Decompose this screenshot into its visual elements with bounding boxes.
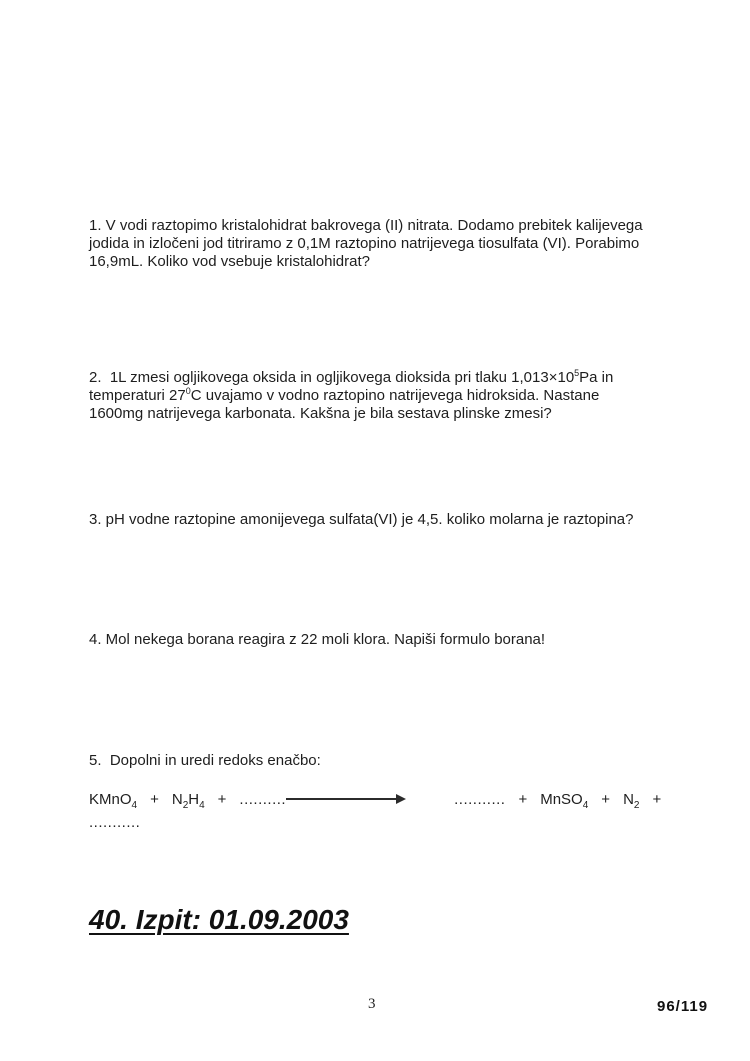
blank-dotted-line-2: ........... — [454, 791, 506, 808]
plus-sign: + — [518, 791, 528, 808]
question-1-line-1: 1. V vodi raztopimo kristalohidrat bakrovega (II) nitrata. Dodamo prebitek kalijevega — [89, 217, 643, 234]
question-3 — [89, 511, 633, 529]
blank-dotted-line-1: .......... — [239, 791, 287, 808]
question-1-line-2: jodida in izločeni jod titriramo z 0,1M raztopino natrijevega tiosulfata (VI). Porabimo — [89, 235, 640, 252]
redox-equation-line-2 — [89, 814, 140, 832]
redox-equation-line-1 — [89, 791, 674, 809]
reaction-arrow — [286, 798, 404, 800]
plus-sign: + — [652, 791, 662, 808]
plus-sign: + — [601, 791, 611, 808]
page-number: 3 — [368, 996, 376, 1012]
question-5-text: 5. Dopolni in uredi redoks enačbo: — [89, 752, 321, 769]
plus-sign: + — [217, 791, 227, 808]
question-1 — [89, 217, 643, 271]
blank-dotted-line-3: ........... — [89, 814, 141, 831]
formula-n2h4-h: H — [188, 791, 200, 808]
q2-line1-text: 2. 1L zmesi ogljikovega oksida in ogljikovega dioksida pri tlaku 1,013×10 — [89, 369, 575, 386]
formula-n2 — [623, 791, 639, 809]
question-1-line-3: 16,9mL. Koliko vod vsebuje kristalohidrat? — [89, 253, 370, 270]
formula-mnso4 — [540, 791, 588, 809]
question-3-text: 3. pH vodne raztopine amonijevega sulfata(VI) je 4,5. koliko molarna je raztopina? — [89, 511, 634, 528]
formula-n2-subscript: 2 — [633, 800, 640, 811]
formula-n2h4-h-subscript: 4 — [199, 800, 205, 811]
formula-kmno4-base: KMnO — [89, 791, 132, 808]
question-4-text: 4. Mol nekega borana reagira z 22 moli klora. Napiši formulo borana! — [89, 631, 546, 648]
question-2-line-1 — [89, 369, 613, 387]
q2-line1-text-after: Pa in — [579, 369, 614, 386]
formula-mnso4-subscript: 4 — [582, 800, 589, 811]
question-2 — [89, 369, 613, 423]
formula-kmno4-subscript: 4 — [131, 800, 138, 811]
page-reference: 96/119 — [657, 998, 709, 1015]
exponent-superscript: 5 — [574, 368, 580, 378]
plus-sign: + — [150, 791, 159, 808]
degree-superscript: 0 — [185, 386, 191, 396]
question-4 — [89, 631, 545, 649]
question-5 — [89, 752, 321, 770]
exam-heading: 40. Izpit: 01.09.2003 — [89, 904, 349, 935]
q2-line2-text-after: C uvajamo v vodno raztopino natrijevega hidroksida. Nastane — [190, 387, 600, 404]
formula-mnso4-base: MnSO — [540, 791, 583, 808]
question-2-line-3: 1600mg natrijevega karbonata. Kakšna je bila sestava plinske zmesi? — [89, 405, 552, 422]
question-2-line-2 — [89, 387, 613, 405]
formula-kmno4 — [89, 791, 137, 809]
formula-n2h4 — [172, 791, 205, 809]
q2-line2-text: temperaturi 27 — [89, 387, 186, 404]
formula-n2h4-n: N — [171, 791, 183, 808]
formula-n2h4-n-subscript: 2 — [182, 800, 189, 811]
formula-n2-base: N — [623, 791, 634, 808]
